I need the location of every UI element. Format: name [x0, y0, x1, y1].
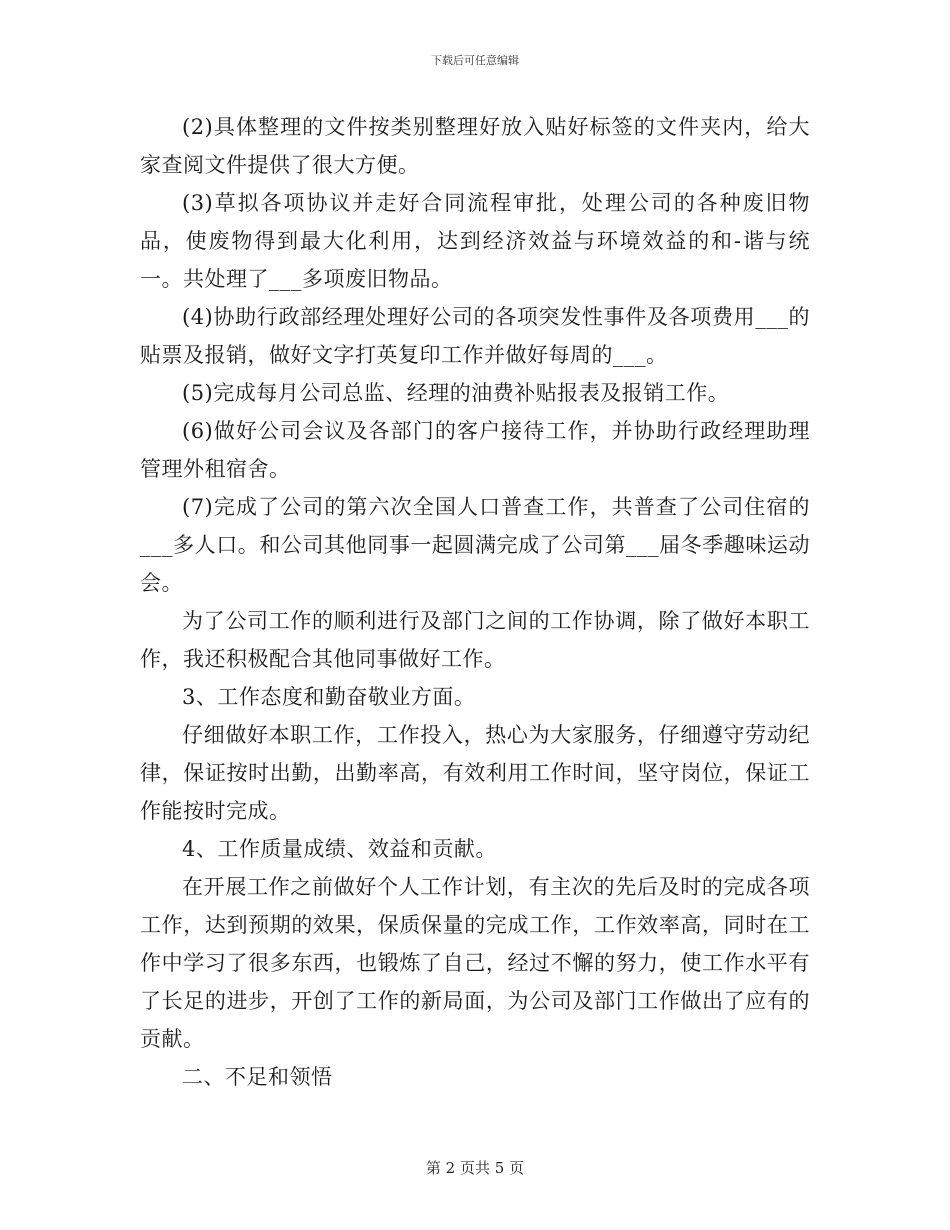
paragraph-item-5: (5)完成每月公司总监、经理的油费补贴报表及报销工作。: [182, 381, 730, 405]
section-heading-shortcomings: 二、不足和领悟: [182, 1065, 333, 1089]
page-number: 第 2 页共 5 页: [425, 1159, 525, 1177]
paragraph-quality: 在开展工作之前做好个人工作计划，有主次的先后及时的完成各项工作，达到预期的效果，保质保量的完成工作，工作效率高，同时在工作中学习了很多东西，也锻炼了自己，经过不懈的努力，使工作水平有了长足的进步，开创了工作的新局面，为公司及部门工作做出了应有的贡献。: [140, 875, 810, 1051]
section-heading-attitude: 3、工作态度和勤奋敬业方面。: [182, 685, 476, 709]
page-header: 下载后可任意编辑: [431, 54, 519, 67]
paragraph-coordination: 为了公司工作的顺利进行及部门之间的工作协调，除了做好本职工作，我还积极配合其他同事做好工作。: [140, 609, 810, 671]
paragraph-item-6: (6)做好公司会议及各部门的客户接待工作，并协助行政经理助理管理外租宿舍。: [140, 419, 810, 481]
paragraph-item-3: (3)草拟各项协议并走好合同流程审批，处理公司的各种废旧物品，使废物得到最大化利用，达到经济效益与环境效益的和-谐与统一。共处理了___多项废旧物品。: [140, 191, 810, 291]
document-body: [140, 108, 810, 1096]
paragraph-item-4: (4)协助行政部经理处理好公司的各项突发性事件及各项费用___的贴票及报销，做好文字打英复印工作并做好每周的___。: [140, 305, 810, 367]
paragraph-attitude: 仔细做好本职工作，工作投入，热心为大家服务，仔细遵守劳动纪律，保证按时出勤，出勤率高，有效利用工作时间，坚守岗位，保证工作能按时完成。: [140, 723, 810, 823]
paragraph-item-2: (2)具体整理的文件按类别整理好放入贴好标签的文件夹内，给大家查阅文件提供了很大方便。: [140, 115, 810, 177]
paragraph-item-7: (7)完成了公司的第六次全国人口普查工作，共普查了公司住宿的___多人口。和公司其他同事一起圆满完成了公司第___届冬季趣味运动会。: [140, 495, 810, 595]
section-heading-quality: 4、工作质量成绩、效益和贡献。: [182, 837, 497, 861]
